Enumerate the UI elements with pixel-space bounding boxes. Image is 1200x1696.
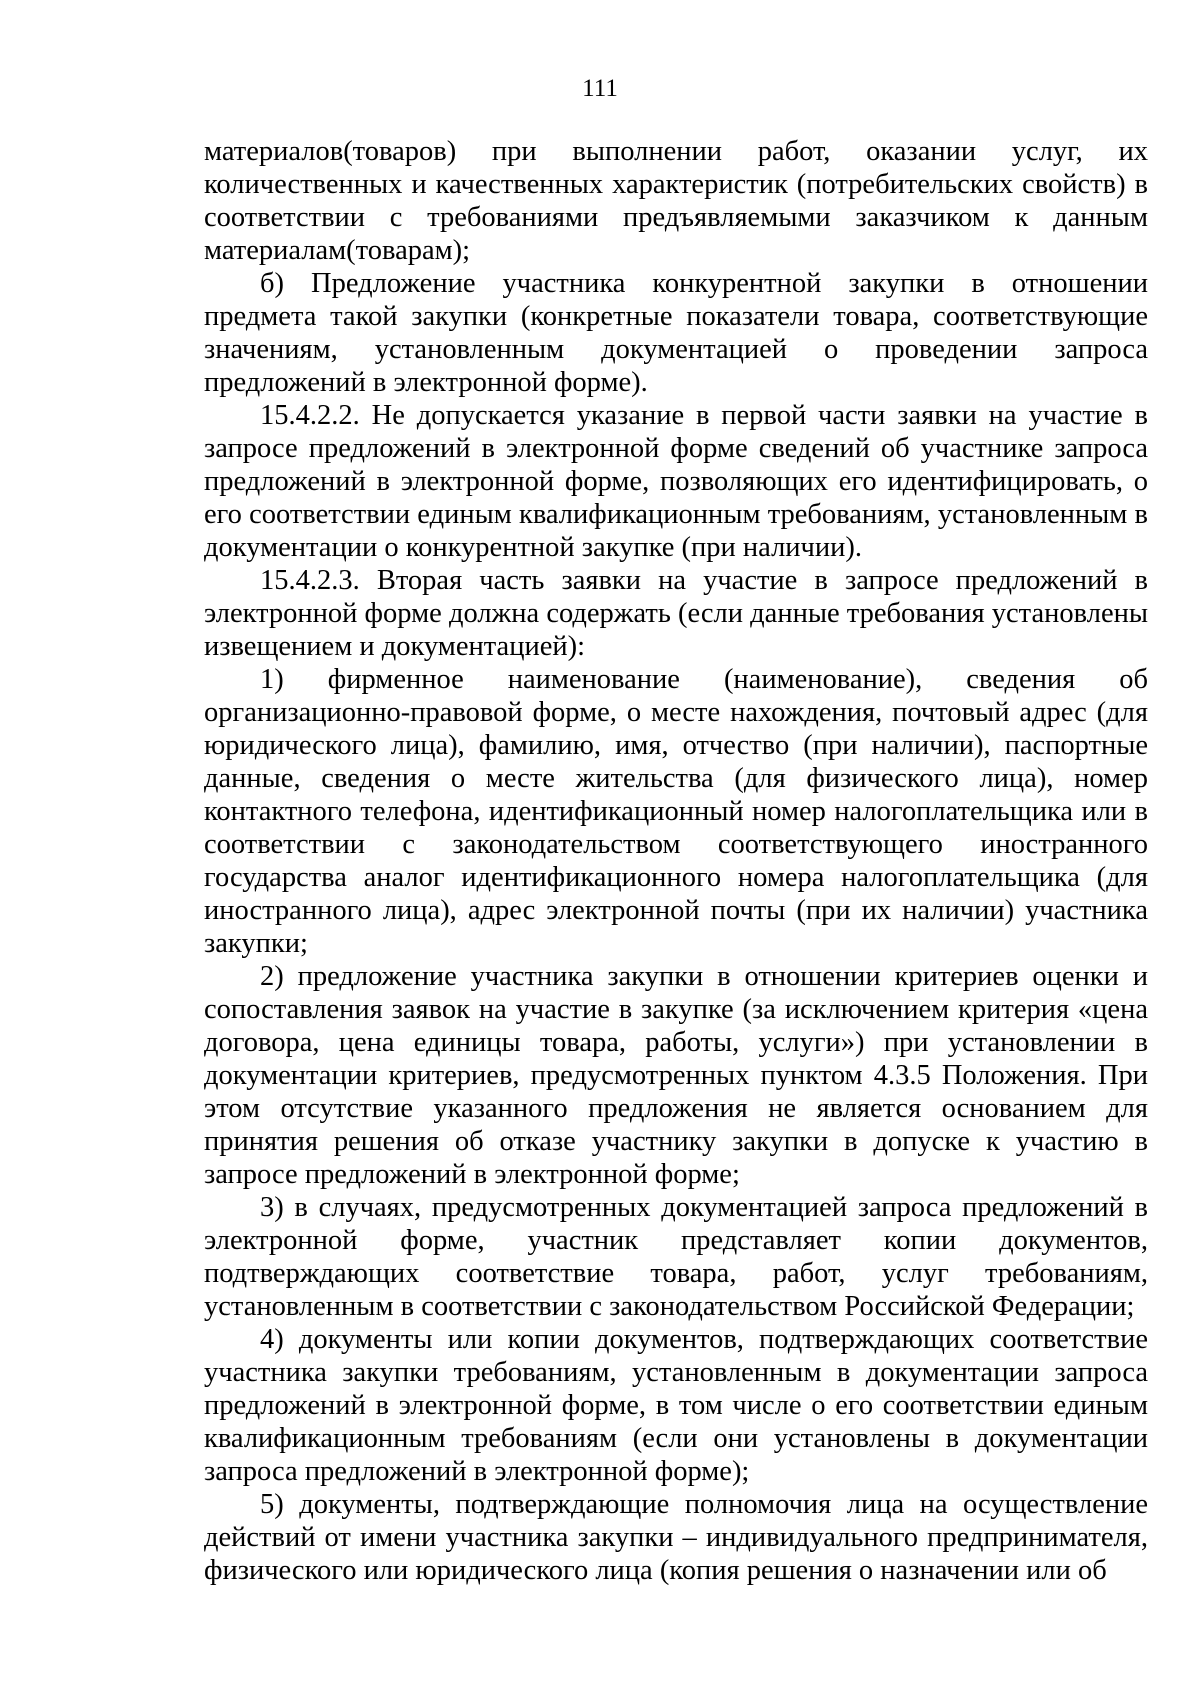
list-item-3: 3) в случаях, предусмотренных документацией запроса предложений в электронной форме, участник представляет копии документов, подтверждающих соответствие товара, работ, услуг требованиям, установленным в соответствии с законодательством Российской Федерации; (204, 1192, 1148, 1322)
document-body (204, 135, 1148, 1587)
list-item-2: 2) предложение участника закупки в отношении критериев оценки и сопоставления заявок на участие в закупке (за исключением критерия «цена договора, цена единицы товара, работы, услуги») при установлении в документации критериев, предусмотренных пунктом 4.3.5 Положения. При этом отсутствие указанного предложения не является основанием для принятия решения об отказе участнику закупки в допуске к участию в запросе предложений в электронной форме; (204, 961, 1148, 1190)
paragraph-15-4-2-2: 15.4.2.2. Не допускается указание в первой части заявки на участие в запросе предложений в электронной форме сведений об участнике запроса предложений в электронной форме, позволяющих его идентифицировать, о его соответствии единым квалификационным требованиям, установленным в документации о конкурентной закупке (при наличии). (204, 400, 1148, 563)
paragraph-continuation: материалов(товаров) при выполнении работ, оказании услуг, их количественных и качественных характеристик (потребительских свойств) в соответствии с требованиями предъявляемыми заказчиком к данным материалам(товарам); (204, 136, 1148, 266)
paragraph-item-b: б) Предложение участника конкурентной закупки в отношении предмета такой закупки (конкретные показатели товара, соответствующие значениям, установленным документацией о проведении запроса предложений в электронной форме). (204, 268, 1148, 398)
paragraph-15-4-2-3: 15.4.2.3. Вторая часть заявки на участие в запросе предложений в электронной форме должна содержать (если данные требования установлены извещением и документацией): (204, 565, 1148, 662)
list-item-1: 1) фирменное наименование (наименование), сведения об организационно-правовой форме, о месте нахождения, почтовый адрес (для юридического лица), фамилию, имя, отчество (при наличии), паспортные данные, сведения о месте жительства (для физического лица), номер контактного телефона, идентификационный номер налогоплательщика или в соответствии с законодательством соответствующего иностранного государства аналог идентификационного номера налогоплательщика (для иностранного лица), адрес электронной почты (при их наличии) участника закупки; (204, 664, 1148, 959)
page-number: 111 (582, 75, 618, 102)
list-item-5: 5) документы, подтверждающие полномочия лица на осуществление действий от имени участника закупки – индивидуального предпринимателя, физического или юридического лица (копия решения о назначении или об (204, 1489, 1148, 1586)
list-item-4: 4) документы или копии документов, подтверждающих соответствие участника закупки требованиям, установленным в документации запроса предложений в электронной форме, в том числе о его соответствии единым квалификационным требованиям (если они установлены в документации запроса предложений в электронной форме); (204, 1324, 1148, 1487)
